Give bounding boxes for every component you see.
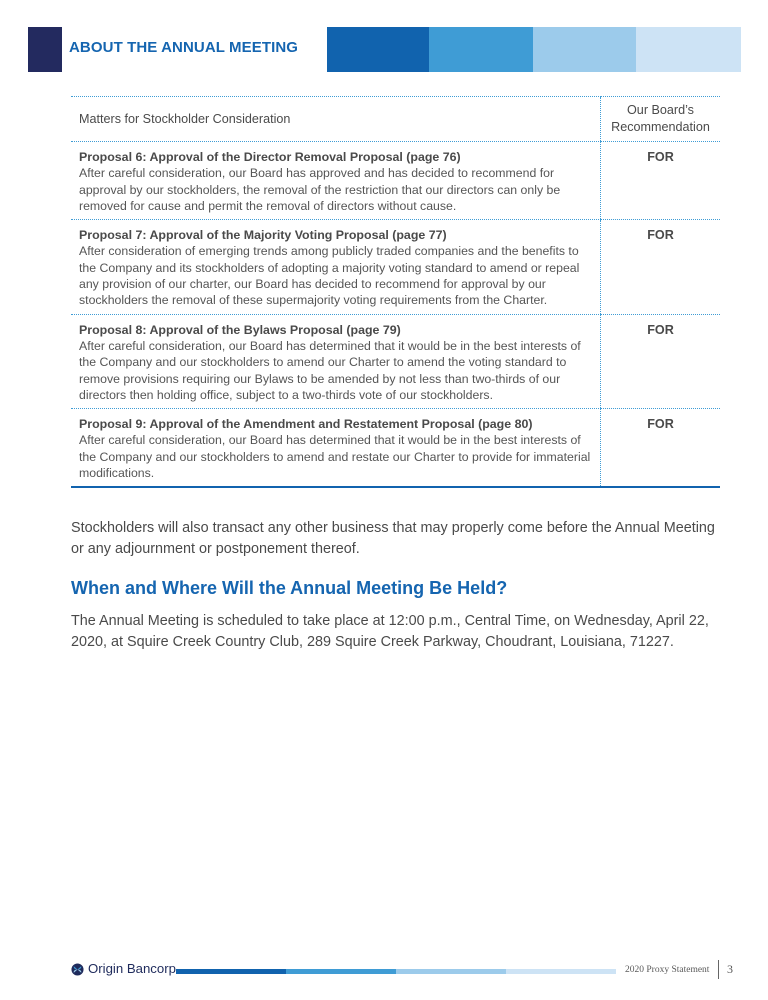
other-business-paragraph: Stockholders will also transact any other business that may properly come before the Annual Meeting or any adjournment or postponement thereof. — [71, 520, 715, 557]
header-color-bar-4 — [636, 27, 741, 72]
column-header-matters: Matters for Stockholder Consideration — [71, 97, 601, 142]
proposal-description: After careful consideration, our Board has determined that it would be in the best interests of the Company and our stockholders to amend and restate our Charter to provide for immaterial modifications. — [79, 433, 591, 481]
header-color-bar-3 — [533, 27, 636, 72]
footer-color-bar-2 — [286, 969, 396, 974]
recommendation-cell — [601, 409, 721, 488]
section-header — [0, 27, 768, 72]
page-number: 3 — [727, 962, 733, 976]
proposal-title: Proposal 9: Approval of the Amendment and Restatement Proposal (page 80) — [79, 417, 533, 432]
page-footer — [0, 960, 768, 982]
footer-color-bar-4 — [506, 969, 616, 974]
proposal-description: After careful consideration, our Board has determined that it would be in the best interests of the Company and our stockholders to amend our Charter to amend the voting standard to remove provisions requiring our Bylaws to be amended by not less than two-thirds of our directors then holding office, subject to a two-thirds vote of our stockholders. — [79, 338, 581, 402]
recommendation-value: FOR — [647, 228, 674, 243]
proposal-cell — [71, 314, 601, 408]
footer-divider — [718, 960, 719, 979]
origin-bancorp-logo-icon — [71, 963, 84, 976]
proposal-cell — [71, 220, 601, 314]
footer-color-bar-3 — [396, 969, 506, 974]
section-title: ABOUT THE ANNUAL MEETING — [69, 39, 299, 56]
proposals-table — [71, 96, 720, 488]
footer-color-bar-1 — [176, 969, 286, 974]
meeting-details-paragraph: The Annual Meeting is scheduled to take place at 12:00 p.m., Central Time, on Wednesday, April 22, 2020, at Squire Creek Country Club, 289 Squire Creek Parkway, Choudrant, Louisiana, 71227. — [71, 613, 709, 650]
proposal-title: Proposal 6: Approval of the Director Removal Proposal (page 76) — [79, 150, 461, 164]
proposal-cell — [71, 142, 601, 220]
table-row — [71, 409, 720, 488]
proposal-cell — [71, 409, 601, 488]
recommendation-value: FOR — [647, 322, 674, 337]
recommendation-value: FOR — [647, 150, 674, 164]
table-header-row — [71, 97, 720, 142]
document-name: 2020 Proxy Statement — [625, 965, 710, 975]
recommendation-value: FOR — [647, 417, 674, 432]
header-color-bar-1 — [327, 27, 429, 72]
table-row — [71, 220, 720, 314]
section-heading: When and Where Will the Annual Meeting Be Held? — [71, 578, 508, 598]
recommendation-cell — [601, 314, 721, 408]
header-color-bar-2 — [429, 27, 533, 72]
header-navy-block — [28, 27, 62, 72]
proposal-description: After careful consideration, our Board has approved and has decided to recommend for approval by our stockholders, the removal of the restriction that our directors can only be removed for cause and permit the removal of directors without cause. — [79, 166, 561, 213]
table-row — [71, 314, 720, 408]
proposal-description: After consideration of emerging trends among publicly traded companies and the benefits to the Company and its stockholders of adopting a majority voting standard to amend or repeal any provision of our charter, our Board has decided to recommend for approval by our stockholders the removal of these supermajority voting requirements from the Charter. — [79, 244, 580, 308]
brand-name: Origin Bancorp — [88, 961, 176, 976]
column-header-recommendation: Our Board’s Recommendation — [601, 97, 721, 142]
proposal-title: Proposal 7: Approval of the Majority Voting Proposal (page 77) — [79, 228, 447, 243]
recommendation-cell — [601, 220, 721, 314]
proposal-title: Proposal 8: Approval of the Bylaws Proposal (page 79) — [79, 322, 401, 337]
recommendation-cell — [601, 142, 721, 220]
table-row — [71, 142, 720, 220]
